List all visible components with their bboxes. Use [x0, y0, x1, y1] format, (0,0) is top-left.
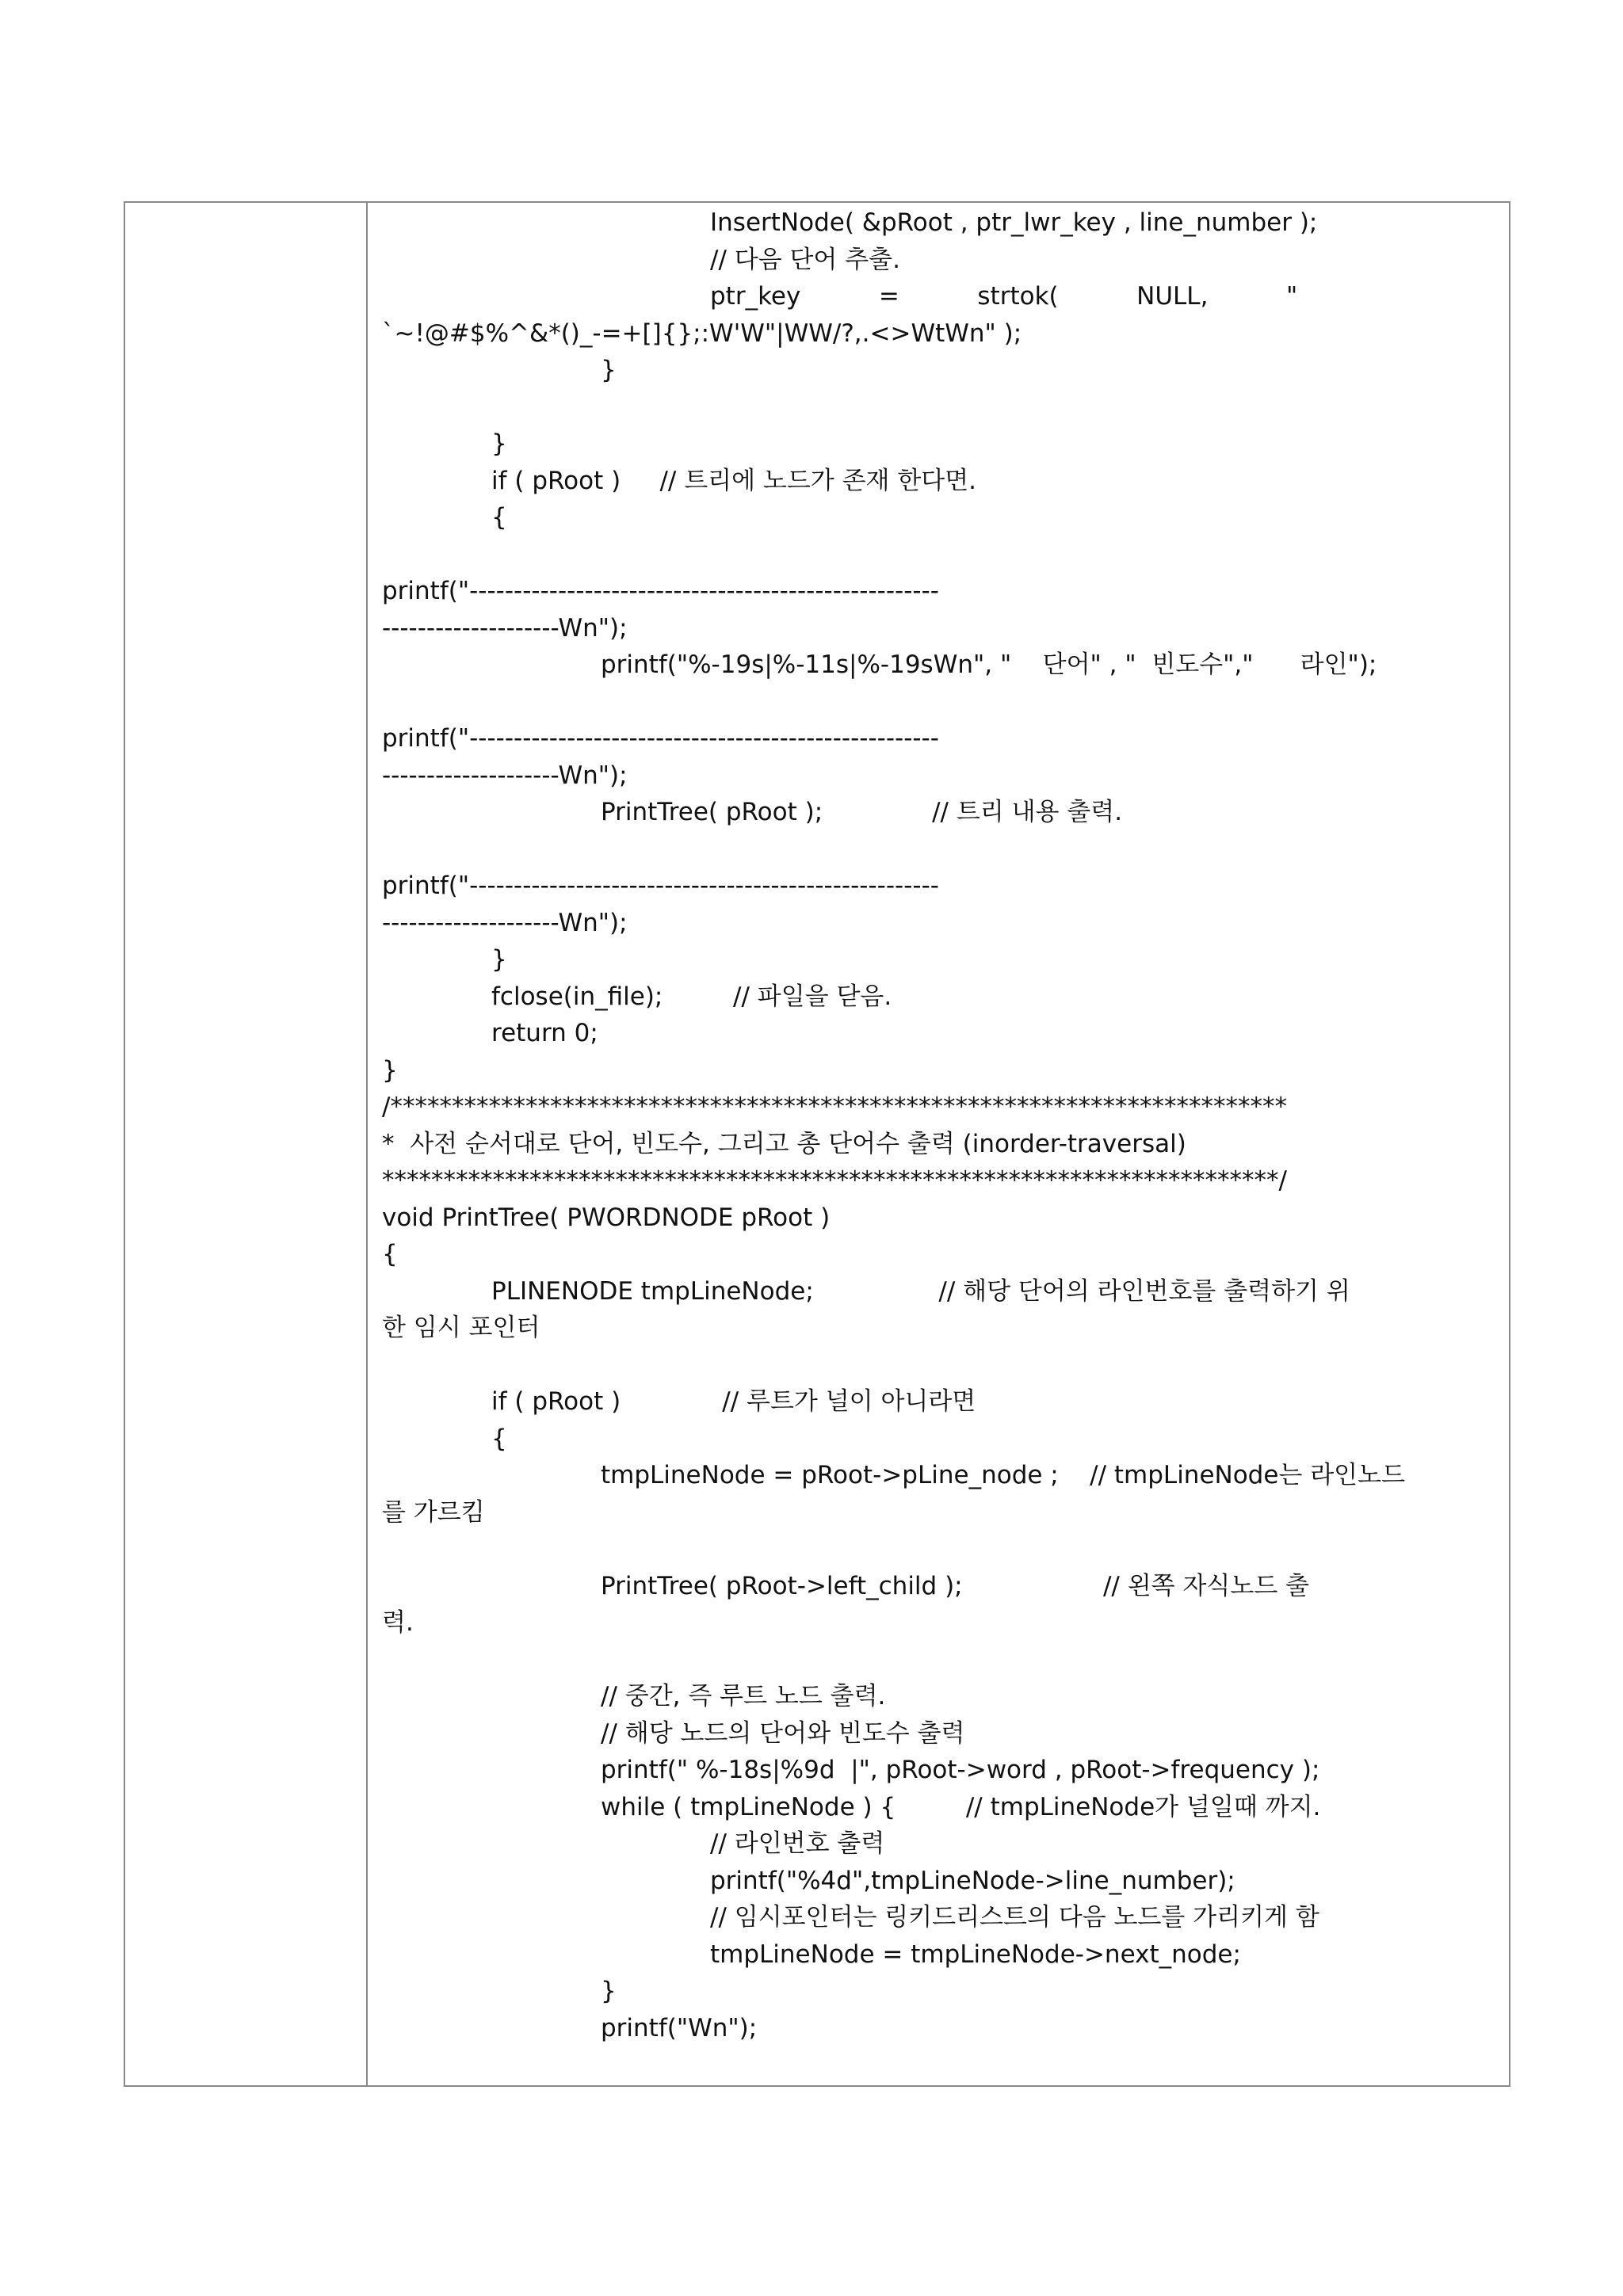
code-line: } — [601, 356, 617, 384]
code-line: printf("%4d",tmpLineNode->line_number); — [710, 1866, 1235, 1895]
code-line: * 사전 순서대로 단어, 빈도수, 그리고 총 단어수 출력 (inorder-traversal) — [382, 1129, 1186, 1158]
code-line: // 해당 노드의 단어와 빈도수 출력 — [601, 1718, 965, 1748]
code-line — [368, 1347, 1495, 1384]
code-line: tmpLineNode = tmpLineNode->next_node; — [710, 1939, 1241, 1969]
code-line: if ( pRoot ) // 트리에 노드가 존재 한다면. — [491, 466, 977, 495]
code-line: printf("----------------------------------------------------- — [382, 577, 939, 605]
code-line — [368, 1642, 1495, 1679]
code-line: return 0; — [491, 1019, 598, 1047]
code-line: void PrintTree( PWORDNODE pRoot ) — [382, 1203, 831, 1232]
code-line: } — [601, 1977, 617, 2005]
code-line: // 라인번호 출력 — [710, 1829, 885, 1858]
left-column-cell — [125, 203, 368, 2085]
code-line: } — [491, 429, 507, 458]
code-line: printf("Wn"); — [601, 2013, 758, 2042]
code-line: } — [491, 945, 507, 974]
code-line: } — [382, 1055, 398, 1085]
code-line: fclose(in_file); // 파일을 닫음. — [491, 982, 892, 1011]
code-line: 를 가르킴 — [382, 1497, 485, 1527]
code-line: --------------------Wn"); — [382, 908, 628, 937]
code-line: printf(" %-18s|%9d |", pRoot->word , pRoot->frequency ); — [601, 1756, 1320, 1784]
code-line: // 다음 단어 추출. — [710, 245, 900, 274]
code-line: 력. — [382, 1608, 414, 1637]
code-line: if ( pRoot ) // 루트가 널이 아니라면 — [491, 1387, 976, 1416]
code-line: PLINENODE tmpLineNode; // 해당 단어의 라인번호를 출력하기 위 — [491, 1276, 1350, 1306]
code-line: // 중간, 즉 루트 노드 출력. — [601, 1682, 886, 1711]
code-line: { — [382, 1240, 398, 1268]
code-line: { — [491, 1424, 507, 1453]
code-line: 한 임시 포인터 — [382, 1314, 540, 1342]
code-line — [368, 389, 1495, 426]
code-line: /************************************************************************* — [382, 1093, 1287, 1121]
code-line: --------------------Wn"); — [382, 761, 628, 790]
code-line: *************************************************************************/ — [382, 1166, 1287, 1195]
code-line: printf("%-19s|%-11s|%-19sWn", " 단어" , " 빈도수"," 라인"); — [601, 650, 1377, 679]
code-line: ptr_key = strtok( NULL, " — [710, 282, 1298, 311]
code-line: `~!@#$%^&*()_-=+[]{};:W'W"|WW/?,.<>WtWn" ); — [382, 318, 1022, 348]
code-line: PrintTree( pRoot ); // 트리 내용 출력. — [601, 798, 1123, 826]
code-line: printf("----------------------------------------------------- — [382, 871, 939, 900]
code-line — [368, 831, 1495, 868]
code-line: while ( tmpLineNode ) { // tmpLineNode가 널일때 까지. — [601, 1792, 1321, 1821]
code-line — [368, 1531, 1495, 1568]
code-line: --------------------Wn"); — [382, 613, 628, 643]
code-line: printf("----------------------------------------------------- — [382, 724, 939, 753]
code-line: tmpLineNode = pRoot->pLine_node ; // tmpLineNode는 라인노드 — [601, 1461, 1406, 1489]
code-line: { — [491, 503, 507, 532]
code-line: InsertNode( &pRoot , ptr_lwr_key , line_number ); — [710, 208, 1318, 237]
code-cell — [368, 203, 1509, 2085]
document-table — [124, 201, 1510, 2087]
code-line — [368, 536, 1495, 574]
code-line: // 임시포인터는 링키드리스트의 다음 노드를 가리키게 함 — [710, 1903, 1319, 1932]
code-line: PrintTree( pRoot->left_child ); // 왼쪽 자식노드 출 — [601, 1571, 1310, 1600]
code-line — [368, 684, 1495, 721]
